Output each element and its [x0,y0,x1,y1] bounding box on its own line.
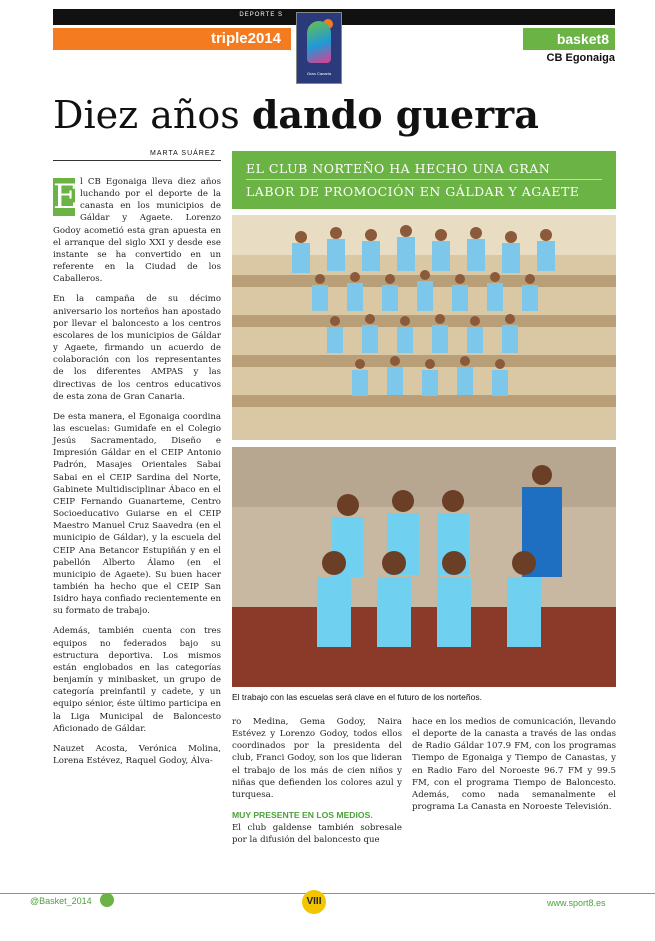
text-column-2 [232,716,402,855]
footer-rule [0,893,655,894]
text-column-3 [412,716,616,821]
paragraph-4: Además, también cuenta con tres equipos no federados bajo su estructura deportiva. Los mismos están englobados en las categorías benjamín y minibasket, un grupo de categoría preinfantil y cadete, y un equipo sénior, éste último participa en la Liga Municipal de Baloncesto Aficionado de Gáldar. [53,626,221,734]
photo-caption: El trabajo con las escuelas será clave en el futuro de los norteños. [232,692,482,702]
text-column-1 [53,176,221,775]
paragraph-8: hace en los medios de comunicación, llevando el deporte de la canasta a través de las ondas de Radio Gáldar 107.9 FM, con los programas Tiempo de Egonaiga y Tiempo de Canastas, y en Radio Faro del Noroeste 96.7 FM y 99.5 FM, con el programa Tiempo de Baloncesto. Además, como nada semanalmente el programa La Canasta en Noroeste Televisión. [412,717,616,813]
author-rule [53,160,221,161]
highlight-divider [246,179,602,180]
paragraph-6: ro Medina, Gema Godoy, Naira Estévez y Lorenzo Godoy, todos ellos coordinados por la presidenta del club, Franci Godoy, son los que lideran el trabajo de los más de cien niños y niñas que defienden los colores azul y turquesa. [232,717,402,800]
section-label: triple2014 [210,30,281,47]
page-number: VIII [306,896,322,907]
title-bold: dando guerra [251,92,539,137]
logo-text: Gran Canaria [306,71,331,76]
paragraph-3: De esta manera, el Egonaiga coordina las escuelas: Gumidafe en el Colegio Jesús Sacramentado, Diseño e Impresión Gáldar en el CEIP Antonio Padrón, Masajes Orientales Sabai Sabai en el CEIP Sardina del Norte, Gabinete Multidisciplinar Ábaco en el CEIP Fernando Guanarteme, Centro Socioeducativo Guiarse en el CEIP Maestro Manuel Cruz Saavedra (en el municipio de Gáldar), y la escuela del CEIP Ana Betancor Estupiñán y en el pabellón Alberto Álamo (en el municipio de Agaete). Su buen hacer también ha hecho que el CEIP San Isidro haya confiado recientemente en su formato de trabajo. [53,411,221,617]
paragraph-2: En la campaña de su décimo aniversario los norteños han apostado por llevar el baloncesto a los centros escolares de los municipios de Gáldar y Agaete, firmando un acuerdo de colaboración con los representantes de los diferentes AMPAS y las directivas de los centros educativos de esta zona de Gran Canaria. [53,294,221,402]
tag-label: basket8 [556,31,609,47]
author: MARTA SUÁREZ [150,150,216,157]
highlight-box [232,151,616,209]
subsection-label: CB Egonaiga [546,52,615,64]
tag-banner [523,28,615,50]
page-number-badge [302,890,326,914]
footer-website-link[interactable]: www.sport8.es [547,898,606,908]
team-photo-bleachers [232,215,616,440]
title-light: Diez años [53,93,240,137]
paragraph-1: E l CB Egonaiga lleva diez años luchando por el deporte de la canasta en los municipios de Gáldar y Agaete. Lorenzo Godoy acometió esta gran apuesta en el arranque del siglo XXI y desde ese instante se ha convertido en un referente en la Ciudad de los Caballeros. [53,177,221,285]
footer-social[interactable]: @Basket_2014 [30,896,92,906]
paragraph-7: MUY PRESENTE EN LOS MEDIOS. El club galdense también sobresale por la difusión del baloncesto que [232,810,402,846]
highlight-line-2: LABOR DE PROMOCIÓN EN GÁLDAR Y AGAETE [246,184,580,199]
event-logo [296,12,342,84]
team-photo-gym [232,447,616,687]
highlight-line-1: EL CLUB NORTEÑO HA HECHO UNA GRAN [246,161,551,176]
top-small-label: DEPORTE S [239,12,283,18]
subhead: MUY PRESENTE EN LOS MEDIOS. [232,810,373,821]
social-icon [100,893,114,907]
paragraph-5: Nauzet Acosta, Verónica Molina, Lorena Estévez, Raquel Godoy, Álva- [53,743,221,767]
dropcap: E [53,177,78,217]
section-banner [53,28,291,50]
article-title [53,92,539,137]
player-icon [307,21,331,63]
